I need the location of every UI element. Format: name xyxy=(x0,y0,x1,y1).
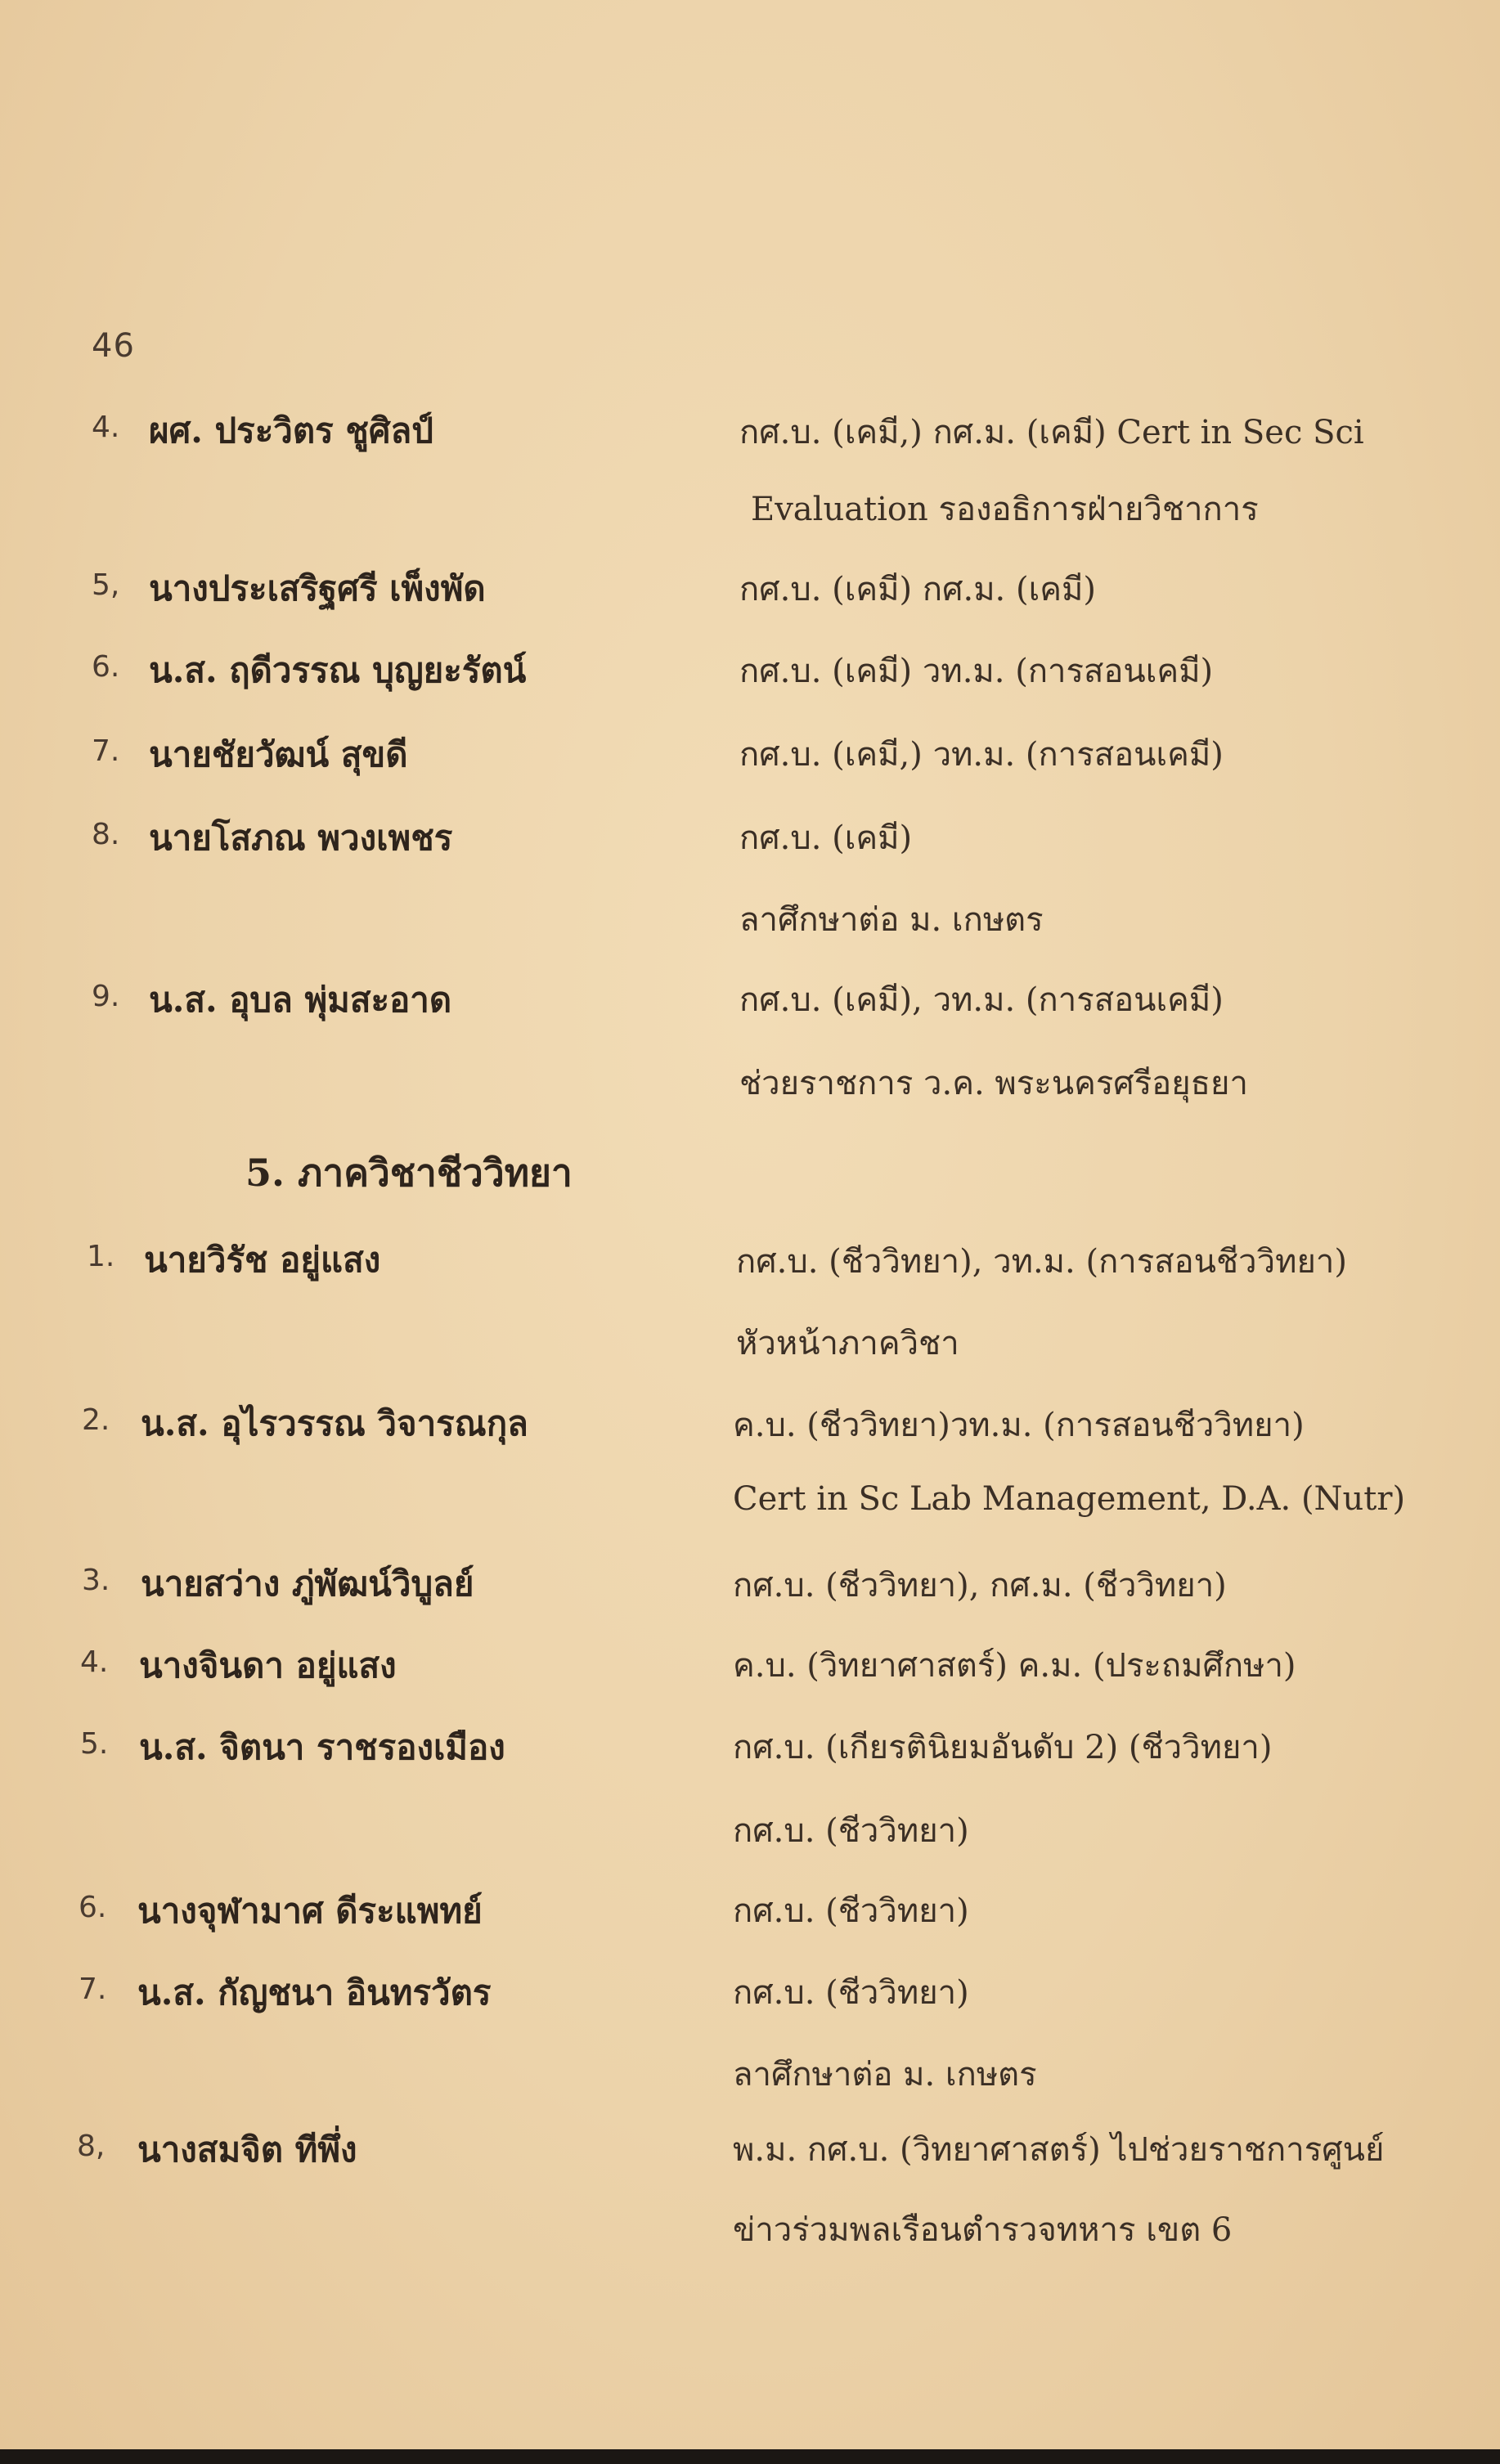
entry-name: นายชัยวัฒน์ สุขดี xyxy=(149,734,408,774)
entry-qualification: ช่วยราชการ ว.ค. พระนครศรีอยุธยา xyxy=(739,1065,1248,1102)
entry-qualification: ลาศึกษาต่อ ม. เกษตร xyxy=(733,2056,1037,2094)
entry-name: นายสว่าง ภู่พัฒน์วิบูลย์ xyxy=(141,1564,474,1604)
entry-qualification: กศ.บ. (เกียรตินิยมอันดับ 2) (ชีววิทยา) xyxy=(733,1729,1273,1766)
entry-name: ผศ. ประวิตร ชูศิลป์ xyxy=(149,411,433,451)
section-heading: 5. ภาควิชาชีววิทยา xyxy=(245,1151,573,1195)
entry-qualification: กศ.บ. (ชีววิทยา) xyxy=(733,1892,969,1930)
entry-name: นายโสภณ พวงเพชร xyxy=(149,818,453,858)
entry-name: น.ส. ฤดีวรรณ บุญยะรัตน์ xyxy=(149,650,527,690)
entry-qualification: กศ.บ. (เคมี,) กศ.ม. (เคมี) Cert in Sec Sci xyxy=(739,414,1364,451)
entry-qualification: ข่าวร่วมพลเรือนตำรวจทหาร เขต 6 xyxy=(733,2211,1233,2249)
entry-number: 4. xyxy=(92,411,120,444)
entry-number: 5. xyxy=(80,1727,109,1761)
entry-qualification: ค.บ. (วิทยาศาสตร์) ค.ม. (ประถมศึกษา) xyxy=(733,1647,1296,1685)
entry-qualification: กศ.บ. (ชีววิทยา), วท.ม. (การสอนชีววิทยา) xyxy=(736,1243,1347,1281)
entry-name: นางประเสริฐศรี เพ็งพัด xyxy=(149,568,486,608)
entry-name: นางจุฬามาศ ดีระแพทย์ xyxy=(137,1891,483,1931)
entry-number: 6. xyxy=(79,1891,107,1924)
entry-qualification: Evaluation รองอธิการฝ่ายวิชาการ xyxy=(751,491,1259,528)
entry-qualification: พ.ม. กศ.บ. (วิทยาศาสตร์) ไปช่วยราชการศูนย์ xyxy=(733,2131,1385,2169)
entry-qualification: กศ.บ. (เคมี) วท.ม. (การสอนเคมี) xyxy=(739,653,1214,690)
entry-qualification: กศ.บ. (ชีววิทยา) xyxy=(733,1974,969,2012)
entry-number: 2. xyxy=(82,1403,110,1437)
entry-number: 5, xyxy=(92,568,120,602)
entry-qualification: ค.บ. (ชีววิทยา)วท.ม. (การสอนชีววิทยา) xyxy=(733,1407,1305,1444)
entry-name: น.ส. กัญชนา อินทรวัตร xyxy=(137,1973,492,2013)
entry-name: นางจินดา อยู่แสง xyxy=(139,1645,397,1685)
page-number: 46 xyxy=(92,327,135,365)
entry-number: 7. xyxy=(92,734,120,768)
entry-number: 8, xyxy=(77,2130,106,2163)
entry-name: นายวิรัช อยู่แสง xyxy=(144,1240,381,1280)
entry-qualification: กศ.บ. (เคมี,) วท.ม. (การสอนเคมี) xyxy=(739,736,1224,774)
entry-qualification: ลาศึกษาต่อ ม. เกษตร xyxy=(739,901,1044,939)
entry-qualification: กศ.บ. (ชีววิทยา) xyxy=(733,1812,969,1850)
entry-qualification: Cert in Sc Lab Management, D.A. (Nutr) xyxy=(733,1480,1406,1518)
entry-name: น.ส. อุไรวรรณ วิจารณกุล xyxy=(141,1403,528,1443)
entry-qualification: กศ.บ. (เคมี) กศ.ม. (เคมี) xyxy=(739,571,1096,608)
scan-edge xyxy=(0,2449,1500,2464)
entry-qualification: กศ.บ. (เคมี) xyxy=(739,819,913,857)
entry-number: 3. xyxy=(82,1564,110,1597)
entry-number: 7. xyxy=(79,1973,107,2006)
entry-name: นางสมจิต ทีพึ่ง xyxy=(137,2130,357,2170)
entry-qualification: กศ.บ. (เคมี), วท.ม. (การสอนเคมี) xyxy=(739,981,1224,1019)
entry-name: น.ส. อุบล พุ่มสะอาด xyxy=(149,980,452,1020)
entry-number: 4. xyxy=(80,1645,109,1679)
entry-number: 9. xyxy=(92,980,120,1013)
entry-qualification: หัวหน้าภาควิชา xyxy=(736,1325,959,1362)
entry-number: 8. xyxy=(92,818,120,851)
entry-qualification: กศ.บ. (ชีววิทยา), กศ.ม. (ชีววิทยา) xyxy=(733,1567,1227,1605)
entry-number: 1. xyxy=(87,1240,115,1273)
entry-name: น.ส. จิตนา ราชรองเมือง xyxy=(139,1727,505,1767)
entry-number: 6. xyxy=(92,650,120,684)
